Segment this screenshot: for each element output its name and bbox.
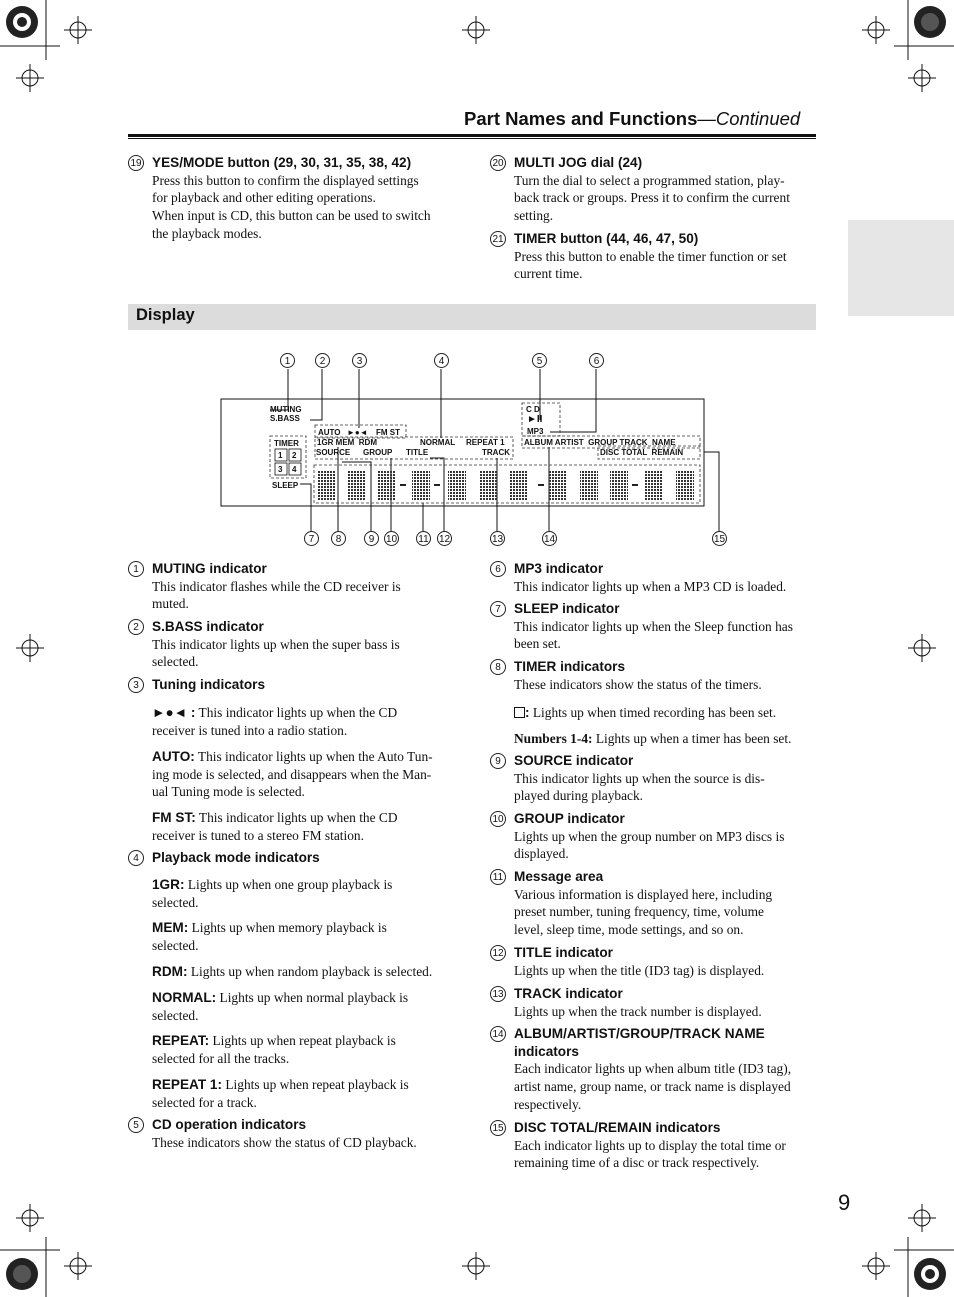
callout-12: 12 <box>437 531 452 546</box>
item-line: back track or groups. Press it to confirm the current <box>514 190 790 206</box>
item-line: Lights up when the track number is displayed. <box>514 1003 762 1019</box>
item-line: setting. <box>514 208 554 224</box>
tune-symbols: ►●◄ <box>347 428 368 437</box>
item-title: TIMER button (44, 46, 47, 50) <box>514 231 699 246</box>
playback-sub-1gr <box>152 876 462 911</box>
item-15 <box>492 1119 824 1172</box>
item-line: Press this button to enable the timer function or set <box>514 248 787 264</box>
item-line: level, sleep time, mode settings, and so on. <box>514 922 744 938</box>
item-line: respectively. <box>514 1096 582 1112</box>
item-number: 15 <box>490 1120 506 1136</box>
item-line: This indicator lights up when the source is dis- <box>514 770 765 786</box>
timer-num-2: 2 <box>292 451 297 460</box>
item-1 <box>133 560 462 613</box>
sub-label: REPEAT 1: <box>152 1077 222 1092</box>
item-title: TIMER indicators <box>514 659 626 674</box>
playback-sub-mem <box>152 919 462 954</box>
item-line: artist name, group name, or track name is displayed <box>514 1079 791 1095</box>
header-rule-thin <box>128 138 816 139</box>
item-number: 10 <box>490 811 506 827</box>
sub-line: Lights up when a timer has been set. <box>592 731 792 746</box>
item-title: Tuning indicators <box>152 677 266 692</box>
item-line: Each indicator lights up to display the total time or <box>514 1137 786 1153</box>
mp3-label: MP3 <box>527 427 544 436</box>
item-number: 6 <box>490 561 506 577</box>
muting-label: MUTING <box>270 405 302 414</box>
sub-line: Lights up when timed recording has been set. <box>529 705 777 720</box>
item-line: These indicators show the status of the timers. <box>514 676 762 692</box>
item-title: GROUP indicator <box>514 811 625 826</box>
item-line: Lights up when the group number on MP3 discs is <box>514 828 785 844</box>
item-line: current time. <box>514 266 583 282</box>
item-19 <box>130 154 462 243</box>
source-label: SOURCE <box>316 448 351 457</box>
timer-sub-numbers <box>514 730 824 748</box>
tuning-sub-auto <box>152 748 462 801</box>
callout-11: 11 <box>416 531 431 546</box>
item-13 <box>492 985 824 1020</box>
page-header <box>464 108 800 130</box>
sub-label: AUTO: <box>152 749 195 764</box>
item-21 <box>492 230 824 283</box>
item-number: 9 <box>490 753 506 769</box>
item-title: MP3 indicator <box>514 561 604 576</box>
item-line: When input is CD, this button can be used to switch <box>152 208 431 224</box>
sleep-label: SLEEP <box>272 481 299 490</box>
sub-line: Lights up when normal playback is <box>216 990 409 1005</box>
timer-num-3: 3 <box>278 465 283 474</box>
item-title: ALBUM/ARTIST/GROUP/TRACK NAME indicators <box>514 1026 765 1059</box>
item-10 <box>492 810 824 863</box>
sub-line: This indicator lights up when the Auto Tun- <box>194 749 433 764</box>
item-line: Various information is displayed here, including <box>514 886 773 902</box>
item-title: SOURCE indicator <box>514 753 634 768</box>
item-line: displayed. <box>514 846 569 862</box>
sub-label: MEM: <box>152 920 189 935</box>
sub-label: REPEAT: <box>152 1033 210 1048</box>
item-2 <box>133 618 462 671</box>
callout-10: 10 <box>384 531 399 546</box>
callout-9: 9 <box>364 531 379 546</box>
sub-label: : <box>525 705 530 720</box>
item-5 <box>133 1116 462 1151</box>
item-title: DISC TOTAL/REMAIN indicators <box>514 1120 721 1135</box>
item-line: This indicator lights up when the Sleep function has <box>514 618 793 634</box>
item-line: played during playback. <box>514 788 644 804</box>
item-number: 2 <box>128 619 144 635</box>
sub-line: selected. <box>152 1007 199 1023</box>
item-number: 1 <box>128 561 144 577</box>
item-title: CD operation indicators <box>152 1117 307 1132</box>
tuning-sub-fmst <box>152 809 462 844</box>
item-title: MUTING indicator <box>152 561 267 576</box>
item-number: 19 <box>128 155 144 171</box>
item-number: 20 <box>490 155 506 171</box>
sub-label: NORMAL: <box>152 990 217 1005</box>
item-12 <box>492 944 824 979</box>
callout-2: 2 <box>315 353 330 368</box>
timer-label: TIMER <box>274 439 299 448</box>
fmst-label: FM ST <box>376 428 400 437</box>
sub-line: selected. <box>152 894 199 910</box>
item-number: 7 <box>490 601 506 617</box>
item-9 <box>495 752 824 805</box>
callout-5: 5 <box>532 353 547 368</box>
timer-sub-box <box>514 704 824 722</box>
sub-line: Lights up when repeat playback is <box>222 1077 409 1092</box>
sub-line: ual Tuning mode is selected. <box>152 784 305 800</box>
sub-line: ing mode is selected, and disappears when the Man- <box>152 766 432 782</box>
item-title: MULTI JOG dial (24) <box>514 155 643 170</box>
item-line: This indicator flashes while the CD receiver is <box>152 578 401 594</box>
sub-line: selected for a track. <box>152 1094 257 1110</box>
item-11 <box>492 868 824 939</box>
header-continued: —Continued <box>697 108 801 129</box>
album-row-label: ALBUM ARTIST GROUP TRACK NAME <box>524 438 676 447</box>
sbass-label: S.BASS <box>270 414 300 423</box>
item-line: selected. <box>152 654 199 670</box>
item-line: muted. <box>152 596 189 612</box>
item-line: preset number, tuning frequency, time, volume <box>514 904 764 920</box>
header-title: Part Names and Functions <box>464 108 698 129</box>
item-number: 12 <box>490 945 506 961</box>
track-label: TRACK <box>482 448 510 457</box>
item-line: for playback and other editing operations. <box>152 190 376 206</box>
sub-line: Lights up when memory playback is <box>188 920 387 935</box>
item-number: 3 <box>128 677 144 693</box>
sub-line: receiver is tuned into a radio station. <box>152 722 348 738</box>
playback-sub-rdm <box>152 963 462 981</box>
item-6 <box>495 560 824 595</box>
item-number: 4 <box>128 850 144 866</box>
callout-3: 3 <box>352 353 367 368</box>
item-line: Press this button to confirm the displayed settings <box>152 172 419 188</box>
item-title: Message area <box>514 869 604 884</box>
item-number: 21 <box>490 231 506 247</box>
item-line: remaining time of a disc or track respectively. <box>514 1155 760 1171</box>
repeat-label: REPEAT 1 <box>466 438 505 447</box>
timer-num-4: 4 <box>292 465 297 474</box>
sub-line: selected. <box>152 937 199 953</box>
item-number: 11 <box>490 869 506 885</box>
group-label: GROUP <box>363 448 393 457</box>
callout-6: 6 <box>589 353 604 368</box>
item-7 <box>495 600 824 653</box>
item-title: S.BASS indicator <box>152 619 264 634</box>
item-title: SLEEP indicator <box>514 601 620 616</box>
auto-label: AUTO <box>318 428 341 437</box>
item-line: Each indicator lights up when album title (ID3 tag), <box>514 1061 792 1077</box>
item-number: 14 <box>490 1026 506 1042</box>
sub-line: selected for all the tracks. <box>152 1050 290 1066</box>
timer-num-1: 1 <box>278 451 283 460</box>
title-label: TITLE <box>406 448 429 457</box>
item-title: YES/MODE button (29, 30, 31, 35, 38, 42) <box>152 155 412 170</box>
callout-13: 13 <box>490 531 505 546</box>
item-title: TITLE indicator <box>514 945 613 960</box>
play-pause-icon: ►II <box>527 414 543 425</box>
item-line: These indicators show the status of CD playback. <box>152 1134 417 1150</box>
item-title: Playback mode indicators <box>152 850 320 865</box>
playback-sub-normal <box>152 989 462 1024</box>
disc-row-label: DISC TOTAL REMAIN <box>600 448 684 457</box>
callout-8: 8 <box>331 531 346 546</box>
callout-1: 1 <box>280 353 295 368</box>
section-bar <box>128 304 816 330</box>
section-title: Display <box>136 306 195 324</box>
item-3 <box>133 676 462 694</box>
sub-line: Lights up when random playback is selected. <box>187 964 433 979</box>
item-line: been set. <box>514 636 561 652</box>
square-icon <box>514 707 525 718</box>
tuning-sub-symbols <box>152 704 462 739</box>
sub-line: This indicator lights up when the CD <box>195 810 398 825</box>
item-number: 8 <box>490 659 506 675</box>
sub-label: 1GR: <box>152 877 185 892</box>
item-14 <box>492 1025 824 1114</box>
item-title: TRACK indicator <box>514 986 623 1001</box>
sub-line: Lights up when repeat playback is <box>209 1033 396 1048</box>
item-line: Lights up when the title (ID3 tag) is displayed. <box>514 962 765 978</box>
sub-line: Lights up when one group playback is <box>184 877 393 892</box>
item-8 <box>495 658 824 693</box>
sub-line: This indicator lights up when the CD <box>195 705 398 720</box>
callout-14: 14 <box>542 531 557 546</box>
normal-label: NORMAL <box>420 438 456 447</box>
page-number: 9 <box>838 1190 851 1215</box>
side-tab <box>848 220 954 316</box>
item-20 <box>492 154 824 225</box>
item-line: This indicator lights up when a MP3 CD is loaded. <box>514 578 787 594</box>
item-4 <box>133 849 462 867</box>
callout-15: 15 <box>712 531 727 546</box>
sub-label: RDM: <box>152 964 188 979</box>
playmode-row-label: 1GR MEM RDM <box>317 438 377 447</box>
item-number: 13 <box>490 986 506 1002</box>
callout-7: 7 <box>304 531 319 546</box>
sub-line: receiver is tuned to a stereo FM station. <box>152 827 364 843</box>
playback-sub-repeat1 <box>152 1076 462 1111</box>
callout-4: 4 <box>434 353 449 368</box>
item-line: the playback modes. <box>152 225 262 241</box>
cd-label: C D <box>526 405 540 414</box>
item-line: Turn the dial to select a programmed station, play- <box>514 172 785 188</box>
item-line: This indicator lights up when the super bass is <box>152 636 400 652</box>
header-rule <box>128 134 816 137</box>
sub-label: Numbers 1-4: <box>514 731 593 746</box>
sub-label: ►●◄ : <box>152 705 196 720</box>
playback-sub-repeat <box>152 1032 462 1067</box>
sub-label: FM ST: <box>152 810 196 825</box>
item-number: 5 <box>128 1117 144 1133</box>
